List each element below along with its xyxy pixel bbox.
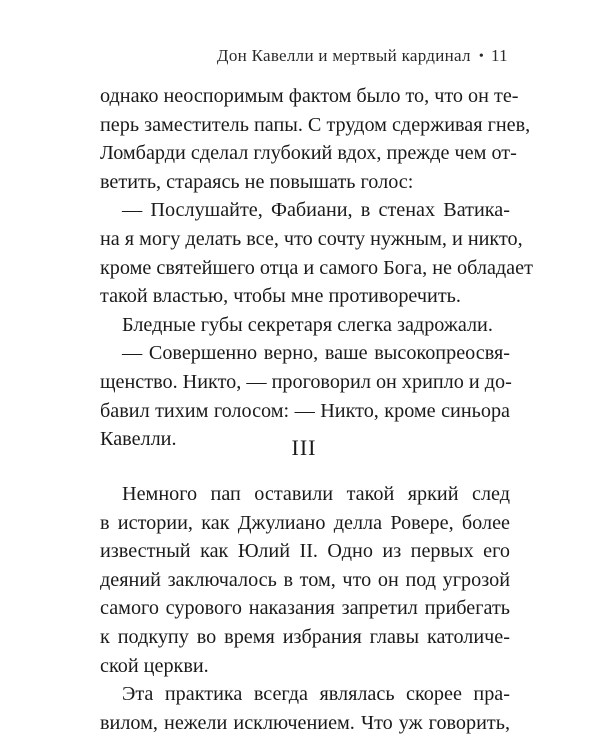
running-head-title: Дон Кавелли и мертвый кардинал xyxy=(216,46,471,65)
text-line: деяний заключалось в том, что он под угрозой xyxy=(100,568,510,591)
text-line: щенство. Никто, — проговорил он хрипло и до- xyxy=(100,370,512,393)
chapter-heading: III xyxy=(291,435,317,460)
text-line: на я могу делать все, что сочту нужным, и никто, xyxy=(100,227,523,250)
body-text-block-1 xyxy=(100,82,533,454)
text-line: Бледные губы секретаря слегка задрожали. xyxy=(122,313,493,336)
text-line: бавил тихим голосом: — Никто, кроме синьора xyxy=(100,399,510,422)
text-line: Кавелли. xyxy=(100,428,177,451)
text-line: вилом, нежели исключением. Что уж говорить, xyxy=(100,711,510,734)
text-line: в истории, как Джулиано делла Ровере, более xyxy=(100,511,510,534)
text-line: Немного пап оставили такой яркий след xyxy=(122,483,510,505)
text-line: самого сурового наказания запретил прибегать xyxy=(100,597,510,620)
page-number: 11 xyxy=(491,46,508,65)
text-line: — Совершенно верно, ваше высокопреосвя- xyxy=(122,342,510,365)
text-line: — Послушайте, Фабиани, в стенах Ватика- xyxy=(122,199,510,222)
text-line: ветить, стараясь не повышать голос: xyxy=(100,170,414,193)
running-head xyxy=(217,46,508,66)
text-line: Ломбарди сделал глубокий вдох, прежде чем от- xyxy=(100,142,517,165)
text-line: однако неоспоримым фактом было то, что он те- xyxy=(100,85,519,107)
text-line: ской церкви. xyxy=(100,654,209,677)
text-line: известный как Юлий II. Одно из первых его xyxy=(100,540,510,563)
body-text-block-2 xyxy=(100,480,510,737)
text-line: перь заместитель папы. С трудом сдерживая гнев, xyxy=(100,113,531,136)
text-line: Эта практика всегда являлась скорее пра- xyxy=(122,683,510,706)
text-line: кроме святейшего отца и самого Бога, не обладает xyxy=(100,256,533,279)
running-head-separator: • xyxy=(478,49,485,64)
text-line: к подкупу во время избрания главы католиче- xyxy=(100,625,510,648)
text-line: такой властью, чтобы мне противоречить. xyxy=(100,285,461,308)
